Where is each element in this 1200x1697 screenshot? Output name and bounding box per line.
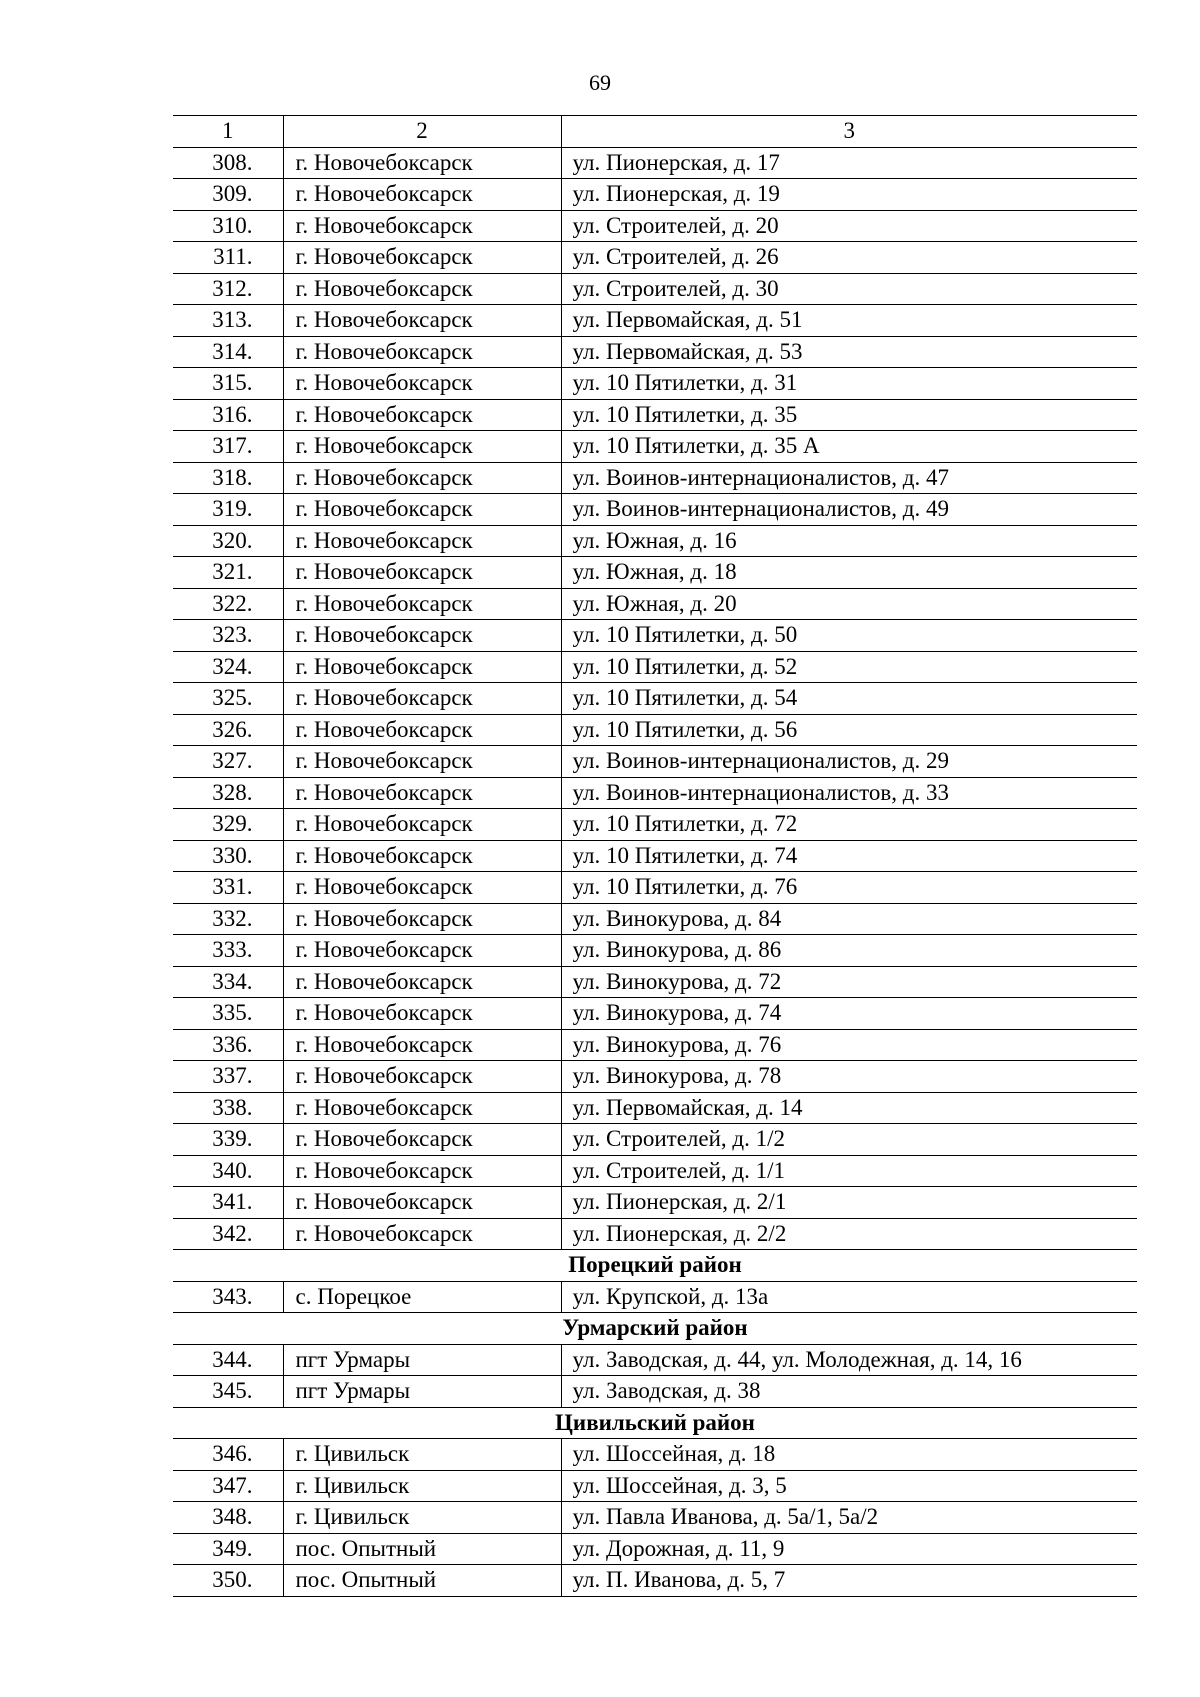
- table-row: [173, 305, 1137, 337]
- row-number: 344.: [173, 1344, 283, 1376]
- table-row: [173, 746, 1137, 778]
- address-cell: ул. Строителей, д. 1/2: [561, 1124, 1137, 1156]
- locality-cell: г. Новочебоксарск: [283, 935, 561, 967]
- locality-cell: г. Новочебоксарск: [283, 494, 561, 526]
- table-row: [173, 1376, 1137, 1408]
- locality-cell: г. Новочебоксарск: [283, 1218, 561, 1250]
- row-number: 313.: [173, 305, 283, 337]
- address-cell: ул. Винокурова, д. 74: [561, 998, 1137, 1030]
- table-row: [173, 840, 1137, 872]
- locality-cell: г. Новочебоксарск: [283, 1187, 561, 1219]
- address-cell: ул. Южная, д. 18: [561, 557, 1137, 589]
- locality-cell: г. Новочебоксарск: [283, 966, 561, 998]
- locality-cell: г. Новочебоксарск: [283, 1092, 561, 1124]
- table-row: [173, 431, 1137, 463]
- table-row: [173, 494, 1137, 526]
- table-row: [173, 557, 1137, 589]
- address-cell: ул. Южная, д. 20: [561, 588, 1137, 620]
- district-header-row: [173, 1407, 1137, 1439]
- address-cell: ул. Пионерская, д. 2/1: [561, 1187, 1137, 1219]
- row-number: 331.: [173, 872, 283, 904]
- table-row: [173, 620, 1137, 652]
- locality-cell: г. Новочебоксарск: [283, 525, 561, 557]
- address-cell: ул. Воинов-интернационалистов, д. 49: [561, 494, 1137, 526]
- table-row: [173, 462, 1137, 494]
- row-number: 330.: [173, 840, 283, 872]
- row-number: 350.: [173, 1565, 283, 1597]
- table-row: [173, 872, 1137, 904]
- row-number: 327.: [173, 746, 283, 778]
- locality-cell: пос. Опытный: [283, 1533, 561, 1565]
- row-number: 309.: [173, 179, 283, 211]
- table-row: [173, 1439, 1137, 1471]
- address-cell: ул. Заводская, д. 44, ул. Молодежная, д. 14, 16: [561, 1344, 1137, 1376]
- address-cell: ул. Павла Иванова, д. 5а/1, 5а/2: [561, 1502, 1137, 1534]
- address-cell: ул. Южная, д. 16: [561, 525, 1137, 557]
- row-number: 324.: [173, 651, 283, 683]
- address-cell: ул. Строителей, д. 30: [561, 273, 1137, 305]
- row-number: 345.: [173, 1376, 283, 1408]
- table-row: [173, 1218, 1137, 1250]
- district-header-row: [173, 1313, 1137, 1345]
- locality-cell: г. Новочебоксарск: [283, 903, 561, 935]
- locality-cell: г. Новочебоксарск: [283, 809, 561, 841]
- address-cell: ул. 10 Пятилетки, д. 35 А: [561, 431, 1137, 463]
- locality-cell: г. Новочебоксарск: [283, 368, 561, 400]
- row-number: 320.: [173, 525, 283, 557]
- locality-cell: г. Новочебоксарск: [283, 714, 561, 746]
- row-number: 318.: [173, 462, 283, 494]
- table-row: [173, 1187, 1137, 1219]
- address-cell: ул. П. Иванова, д. 5, 7: [561, 1565, 1137, 1597]
- locality-cell: г. Новочебоксарск: [283, 305, 561, 337]
- table-row: [173, 966, 1137, 998]
- table-row: [173, 651, 1137, 683]
- address-cell: ул. 10 Пятилетки, д. 31: [561, 368, 1137, 400]
- row-number: 349.: [173, 1533, 283, 1565]
- row-number: 312.: [173, 273, 283, 305]
- table-row: [173, 1092, 1137, 1124]
- locality-cell: г. Новочебоксарск: [283, 1155, 561, 1187]
- locality-cell: г. Новочебоксарск: [283, 242, 561, 274]
- row-number: 315.: [173, 368, 283, 400]
- table-row: [173, 1124, 1137, 1156]
- column-header-3: 3: [561, 116, 1137, 148]
- address-cell: ул. Крупской, д. 13а: [561, 1281, 1137, 1313]
- table-row: [173, 242, 1137, 274]
- table-row: [173, 903, 1137, 935]
- district-header-row: [173, 1250, 1137, 1282]
- table-row: [173, 399, 1137, 431]
- address-cell: ул. Винокурова, д. 78: [561, 1061, 1137, 1093]
- table-row: [173, 1061, 1137, 1093]
- locality-cell: г. Новочебоксарск: [283, 746, 561, 778]
- locality-cell: с. Порецкое: [283, 1281, 561, 1313]
- table-row: [173, 809, 1137, 841]
- row-number: 341.: [173, 1187, 283, 1219]
- address-cell: ул. 10 Пятилетки, д. 74: [561, 840, 1137, 872]
- page-number: 69: [589, 70, 611, 95]
- address-cell: ул. Винокурова, д. 86: [561, 935, 1137, 967]
- table-header-row: [173, 116, 1137, 148]
- table-row: [173, 1155, 1137, 1187]
- row-number: 322.: [173, 588, 283, 620]
- column-header-2: 2: [283, 116, 561, 148]
- address-cell: ул. Винокурова, д. 84: [561, 903, 1137, 935]
- row-number: 326.: [173, 714, 283, 746]
- row-number: 314.: [173, 336, 283, 368]
- district-name: Урмарский район: [173, 1313, 1137, 1345]
- row-number: 321.: [173, 557, 283, 589]
- table-row: [173, 525, 1137, 557]
- address-cell: ул. Строителей, д. 1/1: [561, 1155, 1137, 1187]
- district-name: Порецкий район: [173, 1250, 1137, 1282]
- table-row: [173, 147, 1137, 179]
- locality-cell: г. Новочебоксарск: [283, 147, 561, 179]
- locality-cell: г. Новочебоксарск: [283, 210, 561, 242]
- locality-cell: г. Новочебоксарск: [283, 1029, 561, 1061]
- locality-cell: г. Новочебоксарск: [283, 273, 561, 305]
- locality-cell: г. Новочебоксарск: [283, 462, 561, 494]
- address-cell: ул. Винокурова, д. 76: [561, 1029, 1137, 1061]
- table-row: [173, 935, 1137, 967]
- locality-cell: г. Новочебоксарск: [283, 872, 561, 904]
- address-cell: ул. Пионерская, д. 17: [561, 147, 1137, 179]
- address-cell: ул. 10 Пятилетки, д. 52: [561, 651, 1137, 683]
- address-cell: ул. 10 Пятилетки, д. 76: [561, 872, 1137, 904]
- address-cell: ул. Первомайская, д. 14: [561, 1092, 1137, 1124]
- locality-cell: г. Новочебоксарск: [283, 683, 561, 715]
- address-cell: ул. 10 Пятилетки, д. 54: [561, 683, 1137, 715]
- locality-cell: г. Новочебоксарск: [283, 1124, 561, 1156]
- row-number: 319.: [173, 494, 283, 526]
- locality-cell: г. Новочебоксарск: [283, 557, 561, 589]
- address-cell: ул. Пионерская, д. 2/2: [561, 1218, 1137, 1250]
- address-cell: ул. Винокурова, д. 72: [561, 966, 1137, 998]
- locality-cell: г. Новочебоксарск: [283, 840, 561, 872]
- address-cell: ул. Строителей, д. 20: [561, 210, 1137, 242]
- address-cell: ул. 10 Пятилетки, д. 56: [561, 714, 1137, 746]
- row-number: 323.: [173, 620, 283, 652]
- table-row: [173, 1029, 1137, 1061]
- locality-cell: г. Новочебоксарск: [283, 431, 561, 463]
- locality-cell: г. Новочебоксарск: [283, 588, 561, 620]
- row-number: 335.: [173, 998, 283, 1030]
- table-row: [173, 1565, 1137, 1597]
- locality-cell: г. Новочебоксарск: [283, 620, 561, 652]
- address-cell: ул. Пионерская, д. 19: [561, 179, 1137, 211]
- locality-cell: пгт Урмары: [283, 1344, 561, 1376]
- address-cell: ул. 10 Пятилетки, д. 50: [561, 620, 1137, 652]
- table-row: [173, 210, 1137, 242]
- locality-cell: пос. Опытный: [283, 1565, 561, 1597]
- district-name: Цивильский район: [173, 1407, 1137, 1439]
- row-number: 347.: [173, 1470, 283, 1502]
- locality-cell: г. Новочебоксарск: [283, 179, 561, 211]
- table-row: [173, 1502, 1137, 1534]
- row-number: 310.: [173, 210, 283, 242]
- table-body: [173, 147, 1137, 1596]
- table-row: [173, 368, 1137, 400]
- locality-cell: г. Новочебоксарск: [283, 1061, 561, 1093]
- address-cell: ул. Первомайская, д. 53: [561, 336, 1137, 368]
- row-number: 346.: [173, 1439, 283, 1471]
- row-number: 334.: [173, 966, 283, 998]
- row-number: 337.: [173, 1061, 283, 1093]
- table-row: [173, 1533, 1137, 1565]
- locality-cell: г. Новочебоксарск: [283, 651, 561, 683]
- address-cell: ул. 10 Пятилетки, д. 35: [561, 399, 1137, 431]
- address-cell: ул. Дорожная, д. 11, 9: [561, 1533, 1137, 1565]
- table-row: [173, 998, 1137, 1030]
- address-cell: ул. Строителей, д. 26: [561, 242, 1137, 274]
- row-number: 336.: [173, 1029, 283, 1061]
- address-cell: ул. Заводская, д. 38: [561, 1376, 1137, 1408]
- row-number: 316.: [173, 399, 283, 431]
- locality-cell: г. Новочебоксарск: [283, 777, 561, 809]
- table-row: [173, 1281, 1137, 1313]
- table-row: [173, 179, 1137, 211]
- column-header-1: 1: [173, 116, 283, 148]
- row-number: 328.: [173, 777, 283, 809]
- locality-cell: г. Новочебоксарск: [283, 336, 561, 368]
- row-number: 329.: [173, 809, 283, 841]
- table-row: [173, 683, 1137, 715]
- row-number: 311.: [173, 242, 283, 274]
- table-row: [173, 714, 1137, 746]
- address-cell: ул. Шоссейная, д. 18: [561, 1439, 1137, 1471]
- row-number: 332.: [173, 903, 283, 935]
- row-number: 339.: [173, 1124, 283, 1156]
- address-table: [173, 115, 1137, 1597]
- locality-cell: г. Новочебоксарск: [283, 998, 561, 1030]
- row-number: 340.: [173, 1155, 283, 1187]
- row-number: 343.: [173, 1281, 283, 1313]
- locality-cell: г. Цивильск: [283, 1470, 561, 1502]
- row-number: 308.: [173, 147, 283, 179]
- address-cell: ул. Воинов-интернационалистов, д. 33: [561, 777, 1137, 809]
- row-number: 317.: [173, 431, 283, 463]
- address-cell: ул. Воинов-интернационалистов, д. 29: [561, 746, 1137, 778]
- table-row: [173, 1344, 1137, 1376]
- locality-cell: г. Цивильск: [283, 1439, 561, 1471]
- table-row: [173, 777, 1137, 809]
- address-cell: ул. 10 Пятилетки, д. 72: [561, 809, 1137, 841]
- locality-cell: пгт Урмары: [283, 1376, 561, 1408]
- address-cell: ул. Шоссейная, д. 3, 5: [561, 1470, 1137, 1502]
- row-number: 342.: [173, 1218, 283, 1250]
- table-row: [173, 336, 1137, 368]
- locality-cell: г. Цивильск: [283, 1502, 561, 1534]
- table-row: [173, 588, 1137, 620]
- table-row: [173, 1470, 1137, 1502]
- locality-cell: г. Новочебоксарск: [283, 399, 561, 431]
- row-number: 338.: [173, 1092, 283, 1124]
- address-cell: ул. Воинов-интернационалистов, д. 47: [561, 462, 1137, 494]
- row-number: 348.: [173, 1502, 283, 1534]
- row-number: 325.: [173, 683, 283, 715]
- table-row: [173, 273, 1137, 305]
- row-number: 333.: [173, 935, 283, 967]
- address-cell: ул. Первомайская, д. 51: [561, 305, 1137, 337]
